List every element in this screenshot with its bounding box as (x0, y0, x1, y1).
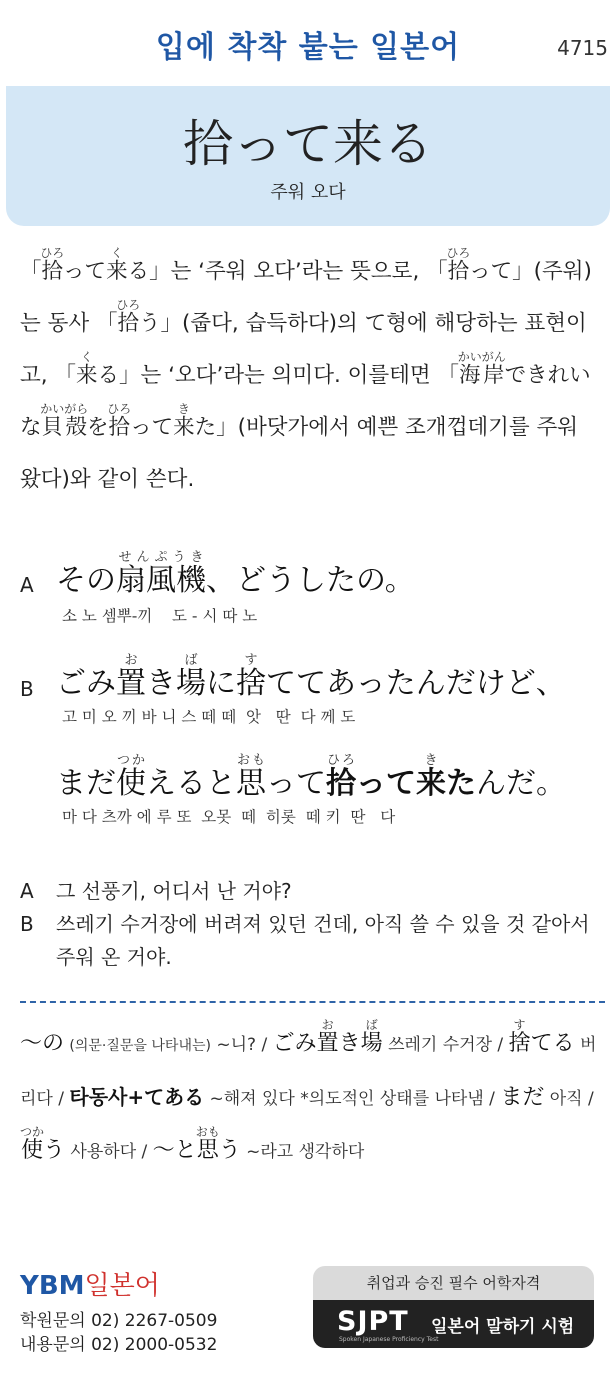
sjpt-tagline: 취업과 승진 필수 어학자격 (313, 1266, 594, 1300)
sjpt-logo: SJPT (337, 1306, 409, 1337)
series-title: 입에 착착 붙는 일본어 (155, 30, 461, 65)
sjpt-subtitle: Spoken Japanese Proficiency Test (339, 1336, 439, 1343)
sjpt-badge (313, 1266, 594, 1348)
issue-number: 4715 (557, 36, 608, 60)
speaker-b: B (20, 677, 34, 701)
divider (20, 1001, 605, 1003)
translation-block (20, 875, 600, 974)
academy-contact: 학원문의 02) 2267-0509 (20, 1311, 218, 1331)
vocabulary-block: 〜の (의문·질문을 나타내는) ~니? / ごみ置おき場ば 쓰레기 수거장 / 捨すてる 버리다 / 타동사+てある ~해져 있다 *의도적인 상태를 나타냄 / まだ 아직 / 使つかう 사용하다 / 〜と思おもう ~라고 생각하다 (20, 1018, 597, 1163)
pronunciation-b1: 고 미 오 끼 바 니 스 떼 떼 앗 딴 다 께 도 (62, 708, 356, 726)
explanation-paragraph: 「拾ひろって来くる」는 ‘주워 오다’라는 뜻으로, 「拾ひろって」(주워)는 동사 「拾ひろう」(줍다, 습득하다)의 て형에 해당하는 표현이고, 「来くる」는 ‘오다’라는 의미다. 이를테면 「海岸かいがんできれいな貝殻かいがらを拾ひろって来きた」(바닷가에서 예쁜 조개껍데기를 주워 왔다)와 같이 쓴다. (20, 246, 592, 492)
title-japanese: 拾って来る (183, 115, 433, 173)
ybm-logo: YBM일본어 (20, 1271, 160, 1301)
translation-b: B 쓰레기 수거장에 버려져 있던 건데, 아직 쓸 수 있을 것 같아서 주워 온 거야. (20, 912, 590, 969)
pronunciation-a: 소 노 셈뿌-끼 도 - 시 따 노 (62, 607, 258, 625)
dialog-line-b1: ごみ置おき場ばに捨すててあったんだけど、 (56, 653, 566, 701)
translation-a: A 그 선풍기, 어디서 난 거야? (20, 879, 292, 903)
header (0, 0, 616, 86)
content-contact: 내용문의 02) 2000-0532 (20, 1335, 218, 1355)
speaker-a: A (20, 573, 34, 597)
title-korean: 주워 오다 (270, 182, 346, 203)
dialog-line-b2: まだ使つかえると思おもって拾ひろって来きたんだ。 (56, 753, 566, 801)
sjpt-text: 일본어 말하기 시험 (431, 1317, 575, 1337)
pronunciation-b2: 마 다 츠까 에 루 또 오못 떼 히롯 떼 키 딴 다 (62, 808, 396, 826)
dialog-line-a: その扇風機せんぷうき、どうしたの。 (56, 550, 415, 598)
title-box (6, 86, 610, 226)
